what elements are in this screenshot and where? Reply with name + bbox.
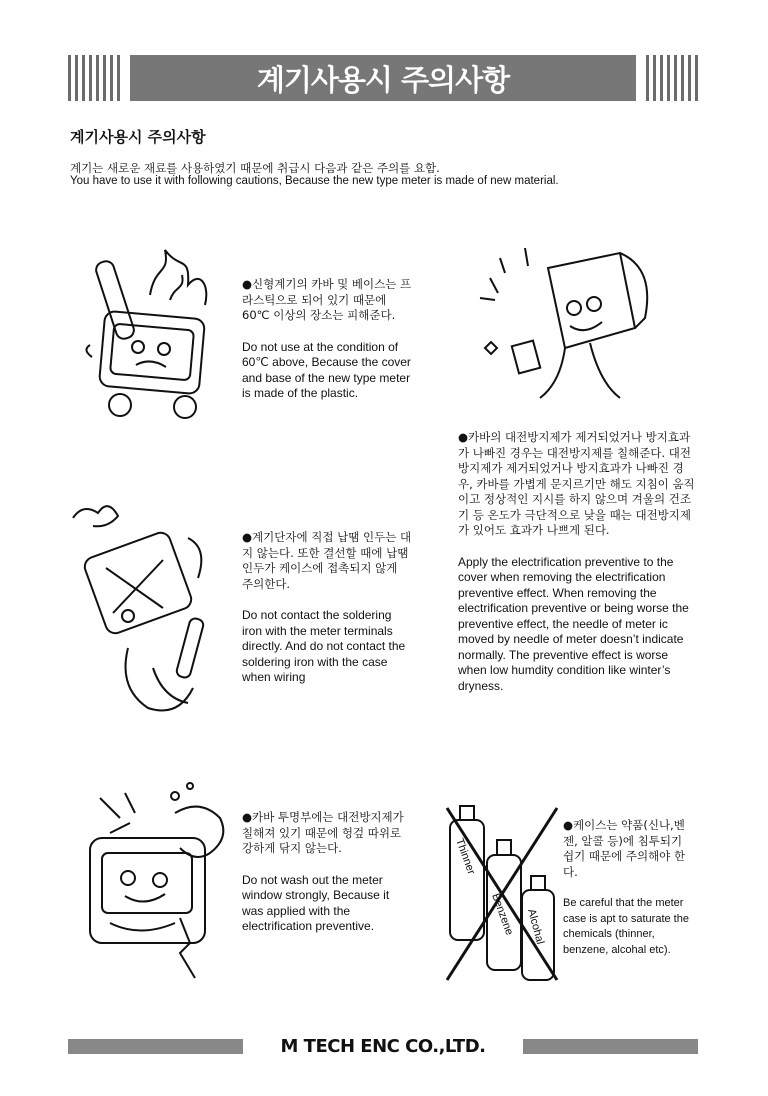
caution-soldering-english: Do not contact the soldering iron with the meter terminals directly. And do not contact the soldering iron with the case when wiring xyxy=(242,608,406,684)
page-title: 계기사용시 주의사항 xyxy=(256,62,510,97)
banner-stripes-right xyxy=(636,55,698,101)
wiping-meter-illustration xyxy=(80,778,240,983)
caution-antistatic xyxy=(458,430,698,694)
caution-heat xyxy=(242,277,414,402)
bottle-label-thinner: Thinner xyxy=(453,836,478,877)
caution-soldering xyxy=(242,530,412,686)
caution-antistatic-english: Apply the electrification preventive to the cover when removing the electrification preventive effect. When removing the electrification preventive or being worse the preventive effect, the needle of meter ic moved by needle of meter doesn’t indicate normally. The preventive effect is worse when low humdity condition like winter’s dryness. xyxy=(458,554,689,693)
header-banner xyxy=(68,55,698,101)
chemicals-illustration xyxy=(442,800,562,985)
caution-chemicals-english: Be careful that the meter case is apt to saturate the chemicals (thinner, benzene, alcohal etc). xyxy=(563,897,689,956)
section-title: 계기사용시 주의사항 xyxy=(70,128,206,146)
caution-wiping-korean: ●카바 투명부에는 대전방지제가 칠해져 있기 때문에 헝겊 따위로 강하게 닦지 않는다. xyxy=(242,810,404,855)
company-name: M TECH ENC CO.,LTD. xyxy=(280,1036,486,1057)
soldering-meter-illustration xyxy=(68,498,228,723)
caution-chemicals-korean: ●케이스는 약품(신나,벤젠, 알콜 등)에 침투되기 쉽기 때문에 주의해야 한다. xyxy=(563,818,686,879)
intro-korean: 계기는 새로운 재료를 사용하였기 때문에 취급시 다음과 같은 주의를 요함. xyxy=(70,161,440,175)
caution-heat-korean: ●신형계기의 카바 및 베이스는 프라스틱으로 되어 있기 때문에 60℃ 이상의 장소는 피해준다. xyxy=(242,277,412,322)
intro-english: You have to use it with following cautions, Because the new type meter is made of new material. xyxy=(70,175,559,187)
caution-antistatic-korean: ●카바의 대전방지제가 제거되었거나 방지효과가 나빠진 경우는 대전방지제를 칠해준다. 대전방지제가 제거되었거나 방지효과가 나빠진 경우, 카바를 가볍게 문지르기만 해도 지침이 움직이고 정상적인 지시를 하지 않으며 겨울의 건조기 등 온도가 극단적으로 낮을 때는 대전방지제가 있어도 효과가 나쁘게 된다. xyxy=(458,430,695,537)
caution-chemicals xyxy=(563,818,695,958)
footer-bar-left xyxy=(68,1039,243,1054)
caution-heat-english: Do not use at the condition of 60℃ above, Because the cover and base of the new type meter is made of the plastic. xyxy=(242,339,411,400)
bottle-label-alcohal: Alcohal xyxy=(525,907,547,946)
static-meter-illustration xyxy=(470,238,670,413)
caution-wiping-english: Do not wash out the meter window strongly, Because it was applied with the electrification preventive. xyxy=(242,872,390,933)
heat-meter-illustration xyxy=(80,245,230,425)
bottle-label-benzene: Benzene xyxy=(489,891,516,937)
banner-stripes-left xyxy=(68,55,130,101)
footer xyxy=(68,1036,698,1056)
caution-wiping xyxy=(242,810,408,935)
banner-bar xyxy=(130,55,636,101)
footer-bar-right xyxy=(523,1039,698,1054)
caution-soldering-korean: ●계기단자에 직접 납땜 인두는 대지 않는다. 또한 결선할 때에 납땜 인두가 케이스에 접촉되지 않게 주의한다. xyxy=(242,530,412,591)
